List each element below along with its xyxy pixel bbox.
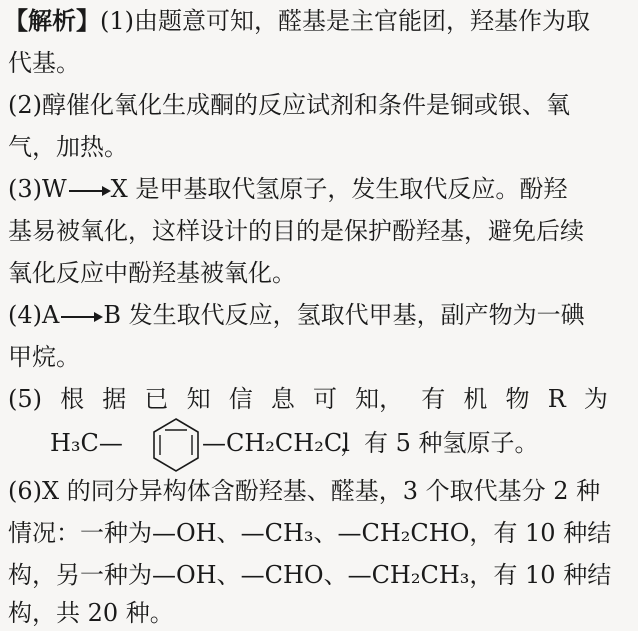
reaction-arrow-icon: [61, 316, 101, 318]
paragraph-2-line-1: (2)醇催化氧化生成酮的反应试剂和条件是铜或银、氧: [8, 91, 570, 119]
paragraph-3-line-2: 基易被氧化，这样设计的目的是保护酚羟基，避免后续: [8, 217, 584, 245]
paragraph-3-line-3: 氧化反应中酚羟基被氧化。: [8, 259, 296, 287]
reaction-arrow-icon: [69, 190, 109, 192]
paragraph-4-line-2: 甲烷。: [8, 343, 80, 371]
benzene-ring-icon: [150, 416, 202, 474]
paragraph-4-line-1: (4)A B 发生取代反应，氢取代甲基，副产物为一碘: [8, 301, 585, 329]
paragraph-5-line-1: (5) 根 据 已 知 信 息 可 知， 有 机 物 R 为: [8, 385, 608, 413]
formula-trailing-text: ，有 5 种氢原子。: [340, 429, 539, 457]
analysis-tag: 【解析】: [4, 6, 100, 35]
paragraph-2-line-2: 气，加热。: [8, 133, 128, 161]
paragraph-6-line-2: 情况：一种为—OH、—CH₃、—CH₂CHO，有 10 种结: [8, 519, 612, 547]
paragraph-3-line-1: (3)W X 是甲基取代氢原子，发生取代反应。酚羟: [8, 175, 568, 203]
structural-formula: [50, 416, 610, 484]
formula-left-group: H₃C—: [50, 429, 123, 457]
formula-right-group: —CH₂CH₂Cl: [202, 429, 350, 457]
paragraph-6-line-1: (6)X 的同分异构体含酚羟基、醛基，3 个取代基分 2 种: [8, 477, 601, 505]
paragraph-6-line-3: 构，另一种为—OH、—CHO、—CH₂CH₃，有 10 种结: [8, 561, 612, 589]
paragraph-1-line-2: 代基。: [8, 49, 80, 77]
paragraph-6-line-4: 构，共 20 种。: [8, 599, 174, 627]
paragraph-1-line-1: 【解析】(1)由题意可知，醛基是主官能团，羟基作为取: [4, 6, 590, 35]
